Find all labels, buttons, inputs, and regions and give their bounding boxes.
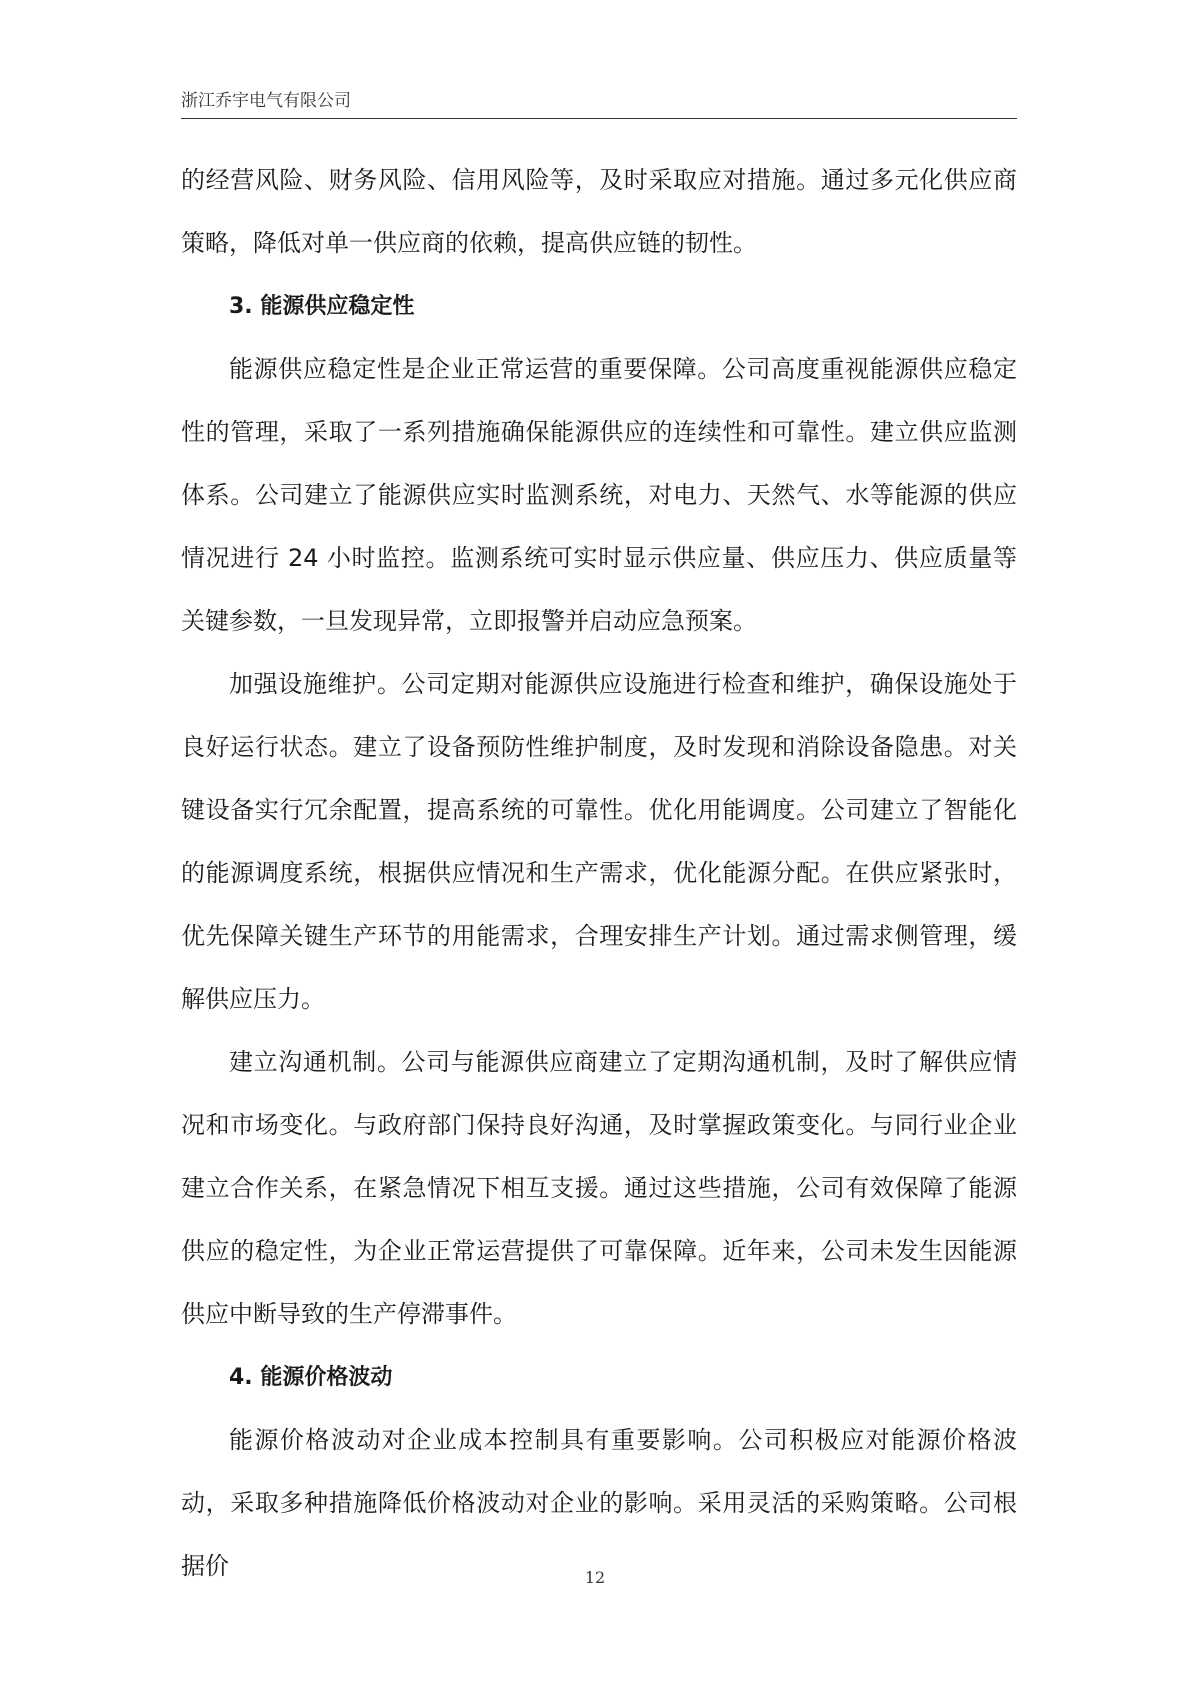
page-number: 12 — [584, 1568, 606, 1587]
page-header — [181, 88, 1017, 119]
page-footer — [0, 1568, 1190, 1587]
section-heading-energy-supply-stability: 3. 能源供应稳定性 — [229, 294, 415, 319]
paragraph: 建立沟通机制。公司与能源供应商建立了定期沟通机制，及时了解供应情况和市场变化。与政府部门保持良好沟通，及时掌握政策变化。与同行业企业建立合作关系，在紧急情况下相互支援。通过这些措施，公司有效保障了能源供应的稳定性，为企业正常运营提供了可靠保障。近年来，公司未发生因能源供应中断导致的生产停滞事件。 — [181, 1048, 1017, 1328]
paragraph: 加强设施维护。公司定期对能源供应设施进行检查和维护，确保设施处于良好运行状态。建立了设备预防性维护制度，及时发现和消除设备隐患。对关键设备实行冗余配置，提高系统的可靠性。优化用能调度。公司建立了智能化的能源调度系统，根据供应情况和生产需求，优化能源分配。在供应紧张时，优先保障关键生产环节的用能需求，合理安排生产计划。通过需求侧管理，缓解供应压力。 — [181, 670, 1017, 1013]
paragraph-continuation: 的经营风险、财务风险、信用风险等，及时采取应对措施。通过多元化供应商策略，降低对单一供应商的依赖，提高供应链的韧性。 — [181, 166, 1017, 257]
document-body — [181, 149, 1017, 1598]
paragraph: 能源价格波动对企业成本控制具有重要影响。公司积极应对能源价格波动，采取多种措施降低价格波动对企业的影响。采用灵活的采购策略。公司根据价 — [181, 1426, 1017, 1580]
section-heading-energy-price-fluctuation: 4. 能源价格波动 — [229, 1365, 393, 1390]
paragraph: 能源供应稳定性是企业正常运营的重要保障。公司高度重视能源供应稳定性的管理，采取了一系列措施确保能源供应的连续性和可靠性。建立供应监测体系。公司建立了能源供应实时监测系统，对电力、天然气、水等能源的供应情况进行 24 小时监控。监测系统可实时显示供应量、供应压力、供应质量等关键参数，一旦发现异常，立即报警并启动应急预案。 — [181, 355, 1017, 635]
header-company-name: 浙江乔宇电气有限公司 — [181, 91, 351, 111]
